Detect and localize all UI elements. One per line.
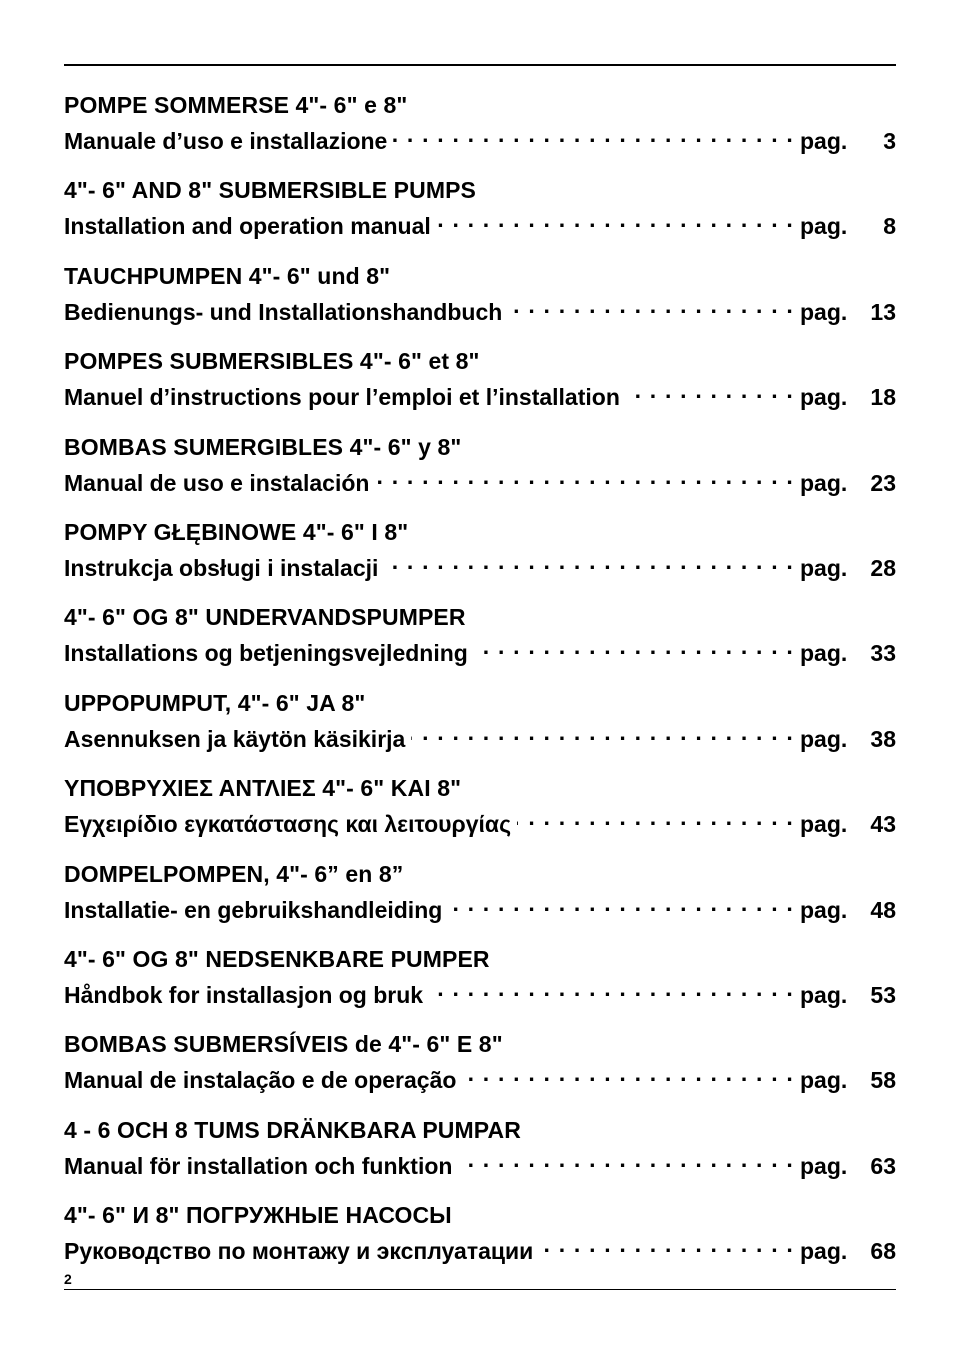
entry-subtitle: Bedienungs- und Installationshandbuch bbox=[64, 298, 503, 325]
page-reference bbox=[800, 896, 896, 925]
entry-line bbox=[64, 1230, 896, 1266]
entry-title: 4"- 6" И 8" ПОГРУЖНЫЕ НАСОСЫ bbox=[64, 1202, 452, 1229]
toc-entry-spanish[interactable] bbox=[64, 433, 896, 518]
entry-title: POMPY GŁĘBINOWE 4"- 6" I 8" bbox=[64, 518, 409, 545]
entry-line bbox=[64, 291, 896, 327]
entry-subtitle: Руководство по монтажу и эксплуатации bbox=[64, 1238, 534, 1265]
toc-entry-italian[interactable] bbox=[64, 91, 896, 176]
entry-title: BOMBAS SUMERGIBLES 4"- 6" y 8" bbox=[64, 433, 462, 460]
top-rule bbox=[64, 64, 896, 66]
page-reference bbox=[800, 810, 896, 839]
entry-title: 4"- 6" OG 8" UNDERVANDSPUMPER bbox=[64, 604, 466, 631]
entry-line bbox=[64, 803, 896, 839]
entry-subtitle: Håndbok for installasjon og bruk bbox=[64, 981, 424, 1008]
page-label: pag. bbox=[800, 1238, 848, 1265]
page-label: pag. bbox=[800, 640, 848, 667]
entry-line bbox=[64, 974, 896, 1010]
page-reference bbox=[800, 1066, 896, 1095]
bottom-rule bbox=[64, 1289, 896, 1290]
page-number: 8 bbox=[883, 213, 896, 240]
page-label: pag. bbox=[800, 213, 848, 240]
entry-line bbox=[64, 632, 896, 668]
dot-leader bbox=[393, 120, 794, 149]
toc-entry-norwegian[interactable] bbox=[64, 945, 896, 1030]
dot-leader bbox=[462, 1059, 794, 1088]
page-reference bbox=[800, 383, 896, 412]
entry-line bbox=[64, 1145, 896, 1181]
toc-entry-french[interactable] bbox=[64, 347, 896, 432]
dot-leader bbox=[375, 462, 794, 491]
entry-title: POMPES SUBMERSIBLES 4"- 6" et 8" bbox=[64, 348, 480, 375]
entry-line bbox=[64, 547, 896, 583]
toc-entry-danish[interactable] bbox=[64, 603, 896, 688]
entry-line bbox=[64, 376, 896, 412]
page-number: 3 bbox=[883, 128, 896, 154]
page-number: 53 bbox=[870, 981, 896, 1008]
page-reference bbox=[800, 298, 896, 327]
page-number: 33 bbox=[870, 640, 896, 667]
toc-entry-english[interactable] bbox=[64, 176, 896, 261]
page-number: 48 bbox=[870, 896, 896, 923]
toc-entry-finnish[interactable] bbox=[64, 689, 896, 774]
page-reference bbox=[800, 469, 896, 498]
page-label: pag. bbox=[800, 981, 848, 1008]
dot-leader bbox=[539, 1230, 794, 1259]
entry-subtitle: Manual för installation och funktion bbox=[64, 1152, 453, 1179]
entry-title: 4"- 6" OG 8" NEDSENKBARE PUMPER bbox=[64, 945, 490, 972]
entry-subtitle: Installatie- en gebruikshandleiding bbox=[64, 896, 443, 923]
page-label: pag. bbox=[800, 298, 848, 325]
page-number: 43 bbox=[870, 811, 896, 838]
dot-leader bbox=[517, 803, 794, 832]
entry-title: 4 - 6 OCH 8 TUMS DRÄNKBARA PUMPAR bbox=[64, 1116, 521, 1143]
entry-subtitle: Instrukcja obsługi i instalacji bbox=[64, 554, 379, 581]
toc-entry-portuguese[interactable] bbox=[64, 1030, 896, 1115]
dot-leader bbox=[474, 632, 794, 661]
dot-leader bbox=[437, 205, 794, 234]
entry-line bbox=[64, 205, 896, 241]
toc-entry-dutch[interactable] bbox=[64, 860, 896, 945]
page-reference bbox=[800, 1237, 896, 1266]
page-reference bbox=[800, 1152, 896, 1181]
entry-subtitle: Installation and operation manual bbox=[64, 213, 431, 240]
page-folio-number: 2 bbox=[64, 1271, 72, 1287]
entry-subtitle: Asennuksen ja käytön käsikirja bbox=[64, 725, 406, 752]
page-number: 23 bbox=[870, 469, 896, 496]
page-reference bbox=[800, 127, 896, 156]
page-number: 28 bbox=[870, 554, 896, 581]
page-label: pag. bbox=[800, 1152, 848, 1179]
entry-title: 4"- 6" AND 8" SUBMERSIBLE PUMPS bbox=[64, 177, 476, 204]
page-reference bbox=[800, 554, 896, 583]
entry-line bbox=[64, 120, 896, 156]
entry-subtitle: Manual de uso e instalación bbox=[64, 469, 370, 496]
page-number: 18 bbox=[870, 384, 896, 411]
entry-subtitle: Manuel d’instructions pour l’emploi et l’installation bbox=[64, 384, 620, 411]
dot-leader bbox=[448, 889, 794, 918]
page-label: pag. bbox=[800, 811, 848, 838]
entry-line bbox=[64, 462, 896, 498]
page-label: pag. bbox=[800, 384, 848, 411]
entry-subtitle: Εγχειρίδιο εγκατάστασης και λειτουργίας bbox=[64, 811, 512, 838]
entry-title: UPPOPUMPUT, 4"- 6" JA 8" bbox=[64, 689, 366, 716]
dot-leader bbox=[458, 1145, 794, 1174]
entry-line bbox=[64, 889, 896, 925]
page-label: pag. bbox=[800, 725, 848, 752]
dot-leader bbox=[508, 291, 794, 320]
page-number: 38 bbox=[870, 725, 896, 752]
page-number: 68 bbox=[870, 1238, 896, 1265]
page-number: 63 bbox=[870, 1152, 896, 1179]
dot-leader bbox=[429, 974, 794, 1003]
page-reference bbox=[800, 725, 896, 754]
dot-leader bbox=[411, 718, 794, 747]
entry-subtitle: Installations og betjeningsvejledning bbox=[64, 640, 468, 667]
table-of-contents bbox=[64, 91, 896, 1286]
entry-title: DOMPELPOMPEN, 4"- 6” en 8” bbox=[64, 860, 404, 887]
page-label: pag. bbox=[800, 469, 848, 496]
entry-subtitle: Manuale d’uso e installazione bbox=[64, 128, 388, 154]
dot-leader bbox=[384, 547, 794, 576]
toc-entry-german[interactable] bbox=[64, 262, 896, 347]
page-number: 13 bbox=[870, 298, 896, 325]
page-number: 58 bbox=[870, 1067, 896, 1094]
entry-subtitle: Manual de instalação e de operação bbox=[64, 1067, 457, 1094]
toc-entry-russian[interactable] bbox=[64, 1201, 896, 1286]
entry-title: POMPE SOMMERSE 4"- 6" e 8" bbox=[64, 92, 408, 118]
entry-title: BOMBAS SUBMERSÍVEIS de 4"- 6" E 8" bbox=[64, 1031, 503, 1058]
page-label: pag. bbox=[800, 896, 848, 923]
page-label: pag. bbox=[800, 554, 848, 581]
entry-line bbox=[64, 1059, 896, 1095]
page-reference bbox=[800, 639, 896, 668]
page-reference bbox=[800, 981, 896, 1010]
toc-entry-greek[interactable] bbox=[64, 774, 896, 859]
dot-leader bbox=[626, 376, 794, 405]
entry-title: ΥΠΟΒΡΥΧΙΕΣ ΑΝΤΛΙΕΣ 4"- 6" ΚΑΙ 8" bbox=[64, 775, 462, 802]
entry-title: TAUCHPUMPEN 4"- 6" und 8" bbox=[64, 262, 391, 289]
toc-entry-swedish[interactable] bbox=[64, 1116, 896, 1201]
page-label: pag. bbox=[800, 1067, 848, 1094]
toc-entry-polish[interactable] bbox=[64, 518, 896, 603]
entry-line bbox=[64, 718, 896, 754]
page-label: pag. bbox=[800, 128, 848, 154]
page-reference bbox=[800, 212, 896, 241]
